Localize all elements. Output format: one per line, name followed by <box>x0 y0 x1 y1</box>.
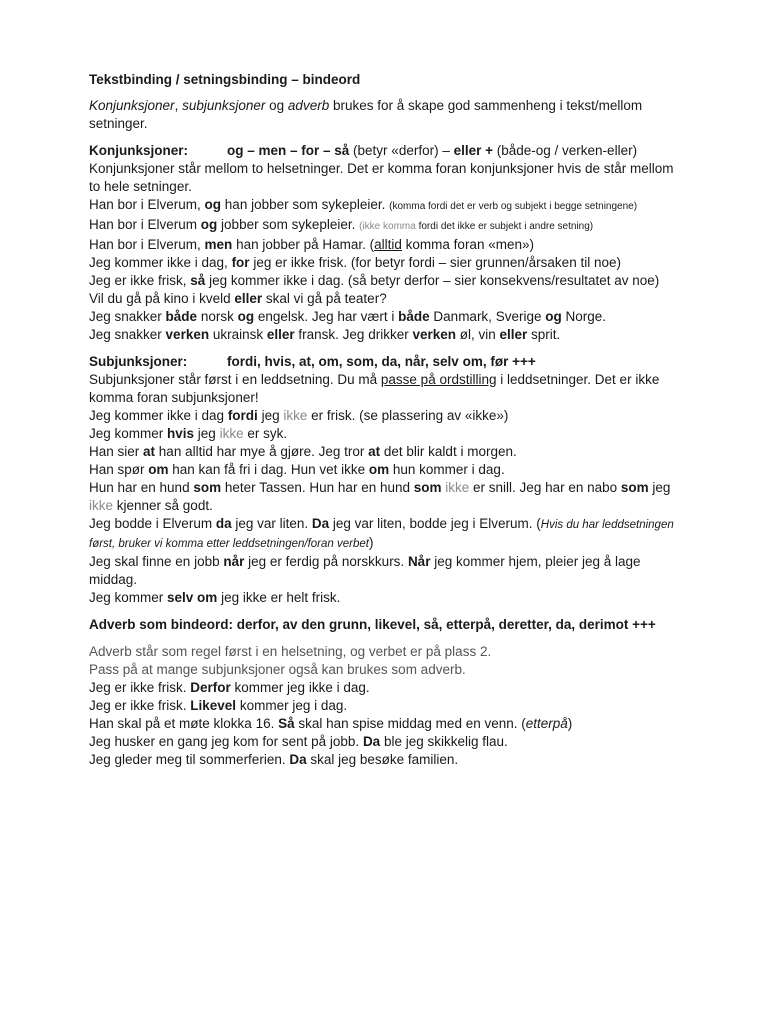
konj-ex6a: Vil du gå på kino i kveld <box>89 291 235 306</box>
konj-ex8i: sprit. <box>527 327 561 342</box>
konj-example-8 <box>89 326 679 344</box>
konj-ex2-note-faded: (ikke komma <box>359 221 416 232</box>
subj-s7d: Når <box>407 554 431 569</box>
konj-ex7a: Jeg snakker <box>89 309 166 324</box>
konj-ex7d: og <box>237 309 255 324</box>
konj-example-4 <box>89 254 679 272</box>
subj-example-4 <box>89 461 679 479</box>
konj-ex6b: eller <box>234 291 263 306</box>
adv-example-5 <box>89 751 679 769</box>
subj-s4e: hun kommer i dag. <box>389 462 505 477</box>
adv-a6c: ble jeg skikkelig flau. <box>380 734 508 749</box>
subj-desc1: Subjunksjoner står først i en leddsetning. Du må <box>89 372 381 387</box>
adv-example-1 <box>89 679 679 697</box>
adv-a6b: Da <box>362 734 381 749</box>
konj-ex8g: øl, vin <box>456 327 500 342</box>
subj-s1a: Jeg kommer ikke i dag <box>89 408 228 423</box>
subj-s3e: det blir kaldt i morgen. <box>380 444 517 459</box>
konj-ex8h: eller <box>499 327 528 342</box>
konj-ex4c: jeg er ikke frisk. (for betyr fordi – sier grunnen/årsaken til noe) <box>249 255 621 270</box>
adv-a3c: kommer jeg ikke i dag. <box>230 680 370 695</box>
subj-example-3 <box>89 443 679 461</box>
subj-s8a: Jeg kommer <box>89 590 168 605</box>
adverb-note: Pass på at mange subjunksjoner også kan brukes som adverb. <box>89 662 466 677</box>
adv-example-3 <box>89 715 679 733</box>
subjunksjoner-heading <box>89 353 679 371</box>
subj-s5k: kjenner så godt. <box>113 498 213 513</box>
subj-s6f: ) <box>368 535 374 550</box>
subj-s7c: jeg er ferdig på norskkurs. <box>244 554 408 569</box>
adv-a5d: etterpå <box>525 716 568 731</box>
subj-s8c: jeg ikke er helt frisk. <box>217 590 341 605</box>
konjunksjoner-section <box>89 142 679 344</box>
konj-example-6 <box>89 290 679 308</box>
adv-a3a: Jeg er ikke frisk. <box>89 680 191 695</box>
adverb-rule: Adverb står som regel først i en helsetning, og verbet er på plass 2. <box>89 644 492 659</box>
subjunksjoner-description <box>89 371 679 407</box>
konj-ex7c: norsk <box>197 309 238 324</box>
konj-example-3 <box>89 236 679 254</box>
konj-words-1: (betyr «derfor) – <box>349 143 454 158</box>
adv-a7c: skal jeg besøke familien. <box>306 752 459 767</box>
adv-example-2 <box>89 697 679 715</box>
intro-paragraph <box>89 97 679 133</box>
intro-rest: brukes for å skape god sammenheng i tekst/mellom setninger. <box>89 98 643 131</box>
konj-ex1-note: (komma fordi det er verb og subjekt i begge setningene) <box>389 201 638 212</box>
konj-ex6c: skal vi gå på teater? <box>262 291 387 306</box>
subj-s5g: er snill. Jeg har en nabo <box>469 480 621 495</box>
subjunksjoner-label: Subjunksjoner: <box>89 354 188 369</box>
subj-s2b: hvis <box>167 426 195 441</box>
subj-s7a: Jeg skal finne en jobb <box>89 554 224 569</box>
subj-s5c: heter Tassen. Hun har en hund <box>221 480 414 495</box>
konj-ex3c: han jobber på Hamar. ( <box>232 237 375 252</box>
konj-ex5b: så <box>190 273 206 288</box>
konj-ex7f: både <box>398 309 430 324</box>
adverb-heading: Adverb som bindeord: derfor, av den grunn, likevel, så, etterpå, deretter, da, derimot +++ <box>89 617 656 632</box>
adv-a5c: skal han spise middag med en venn. ( <box>294 716 526 731</box>
subj-s6-note: Hvis du har leddsetningen først, bruker vi komma etter leddsetningen/foran verbet <box>89 519 674 550</box>
konj-ex4a: Jeg kommer ikke i dag, <box>89 255 232 270</box>
subj-s6a: Jeg bodde i Elverum <box>89 516 216 531</box>
konjunksjoner-label: Konjunksjoner: <box>89 143 189 158</box>
subj-example-2 <box>89 425 679 443</box>
konj-ex7h: og <box>545 309 562 324</box>
subj-s4c: han kan få fri i dag. Hun vet ikke <box>168 462 369 477</box>
subj-s4d: om <box>368 462 390 477</box>
intro-adv: adverb <box>287 98 330 113</box>
subj-s5b: som <box>193 480 222 495</box>
intro-og: og <box>265 98 288 113</box>
subj-example-1 <box>89 407 679 425</box>
subj-s2d: ikke <box>219 426 244 441</box>
konjunksjoner-words <box>227 142 637 160</box>
konjunksjoner-heading <box>89 142 679 160</box>
konj-example-1 <box>89 196 679 216</box>
document-title: Tekstbinding / setningsbinding – bindeord <box>89 72 361 87</box>
konj-example-5 <box>89 272 679 290</box>
subj-s8b: selv om <box>167 590 218 605</box>
konj-ex3d: komma foran «men») <box>401 237 534 252</box>
adv-a7a: Jeg gleder meg til sommerferien. <box>89 752 290 767</box>
subj-s7b: når <box>223 554 245 569</box>
subj-desc2: i leddsetninger. Det er ikke komma foran subjunksjoner! <box>89 372 660 405</box>
konj-ex5a: Jeg er ikke frisk, <box>89 273 191 288</box>
konj-ex1a: Han bor i Elverum, <box>89 197 205 212</box>
adv-a4b: Likevel <box>190 698 237 713</box>
subj-s1c: jeg <box>257 408 284 423</box>
konj-ex8b: verken <box>165 327 210 342</box>
subj-s5h: som <box>620 480 649 495</box>
konj-example-2 <box>89 216 679 236</box>
adv-a4c: kommer jeg i dag. <box>236 698 348 713</box>
subj-s4a: Han spør <box>89 462 149 477</box>
subj-s2a: Jeg kommer <box>89 426 168 441</box>
subj-s3d: at <box>368 444 381 459</box>
adv-a5e: ) <box>567 716 573 731</box>
konj-ex3-underlined: alltid <box>374 237 402 252</box>
konj-ex2a: Han bor i Elverum <box>89 217 201 232</box>
intro-subj: subjunksjoner <box>182 98 266 113</box>
document-page <box>89 72 679 769</box>
subjunksjoner-section <box>89 353 679 607</box>
konj-ex2-note: fordi det ikke er subjekt i andre setning) <box>415 221 594 232</box>
adv-a5a: Han skal på et møte klokka 16. <box>89 716 279 731</box>
adv-a6a: Jeg husker en gang jeg kom for sent på jobb. <box>89 734 363 749</box>
subj-s1e: er frisk. (se plassering av «ikke») <box>307 408 509 423</box>
konj-ex8d: eller <box>266 327 295 342</box>
konj-ex8f: verken <box>412 327 456 342</box>
subj-s6b: da <box>215 516 232 531</box>
konj-example-7 <box>89 308 679 326</box>
subj-s7e: jeg kommer hjem, pleier jeg å lage middag. <box>89 554 641 587</box>
konj-ex7b: både <box>165 309 198 324</box>
adv-a5b: Så <box>278 716 295 731</box>
konj-ex1b: og <box>204 197 222 212</box>
konj-ex8c: ukrainsk <box>209 327 267 342</box>
subj-s3a: Han sier <box>89 444 144 459</box>
adv-example-4 <box>89 733 679 751</box>
subj-s1b: fordi <box>227 408 258 423</box>
konj-ex7i: Norge. <box>561 309 606 324</box>
konjunksjoner-description: Konjunksjoner står mellom to helsetninger. Det er komma foran konjunksjoner hvis de står mellom to hele setninger. <box>89 161 674 194</box>
subj-s3b: at <box>143 444 156 459</box>
subj-s2c: jeg <box>194 426 220 441</box>
konj-ex4b: for <box>231 255 250 270</box>
subj-s6d: Da <box>311 516 330 531</box>
konj-ex1c: han jobber som sykepleier. <box>221 197 390 212</box>
subj-s1d: ikke <box>283 408 308 423</box>
subj-s5d: som <box>413 480 442 495</box>
subj-example-8 <box>89 589 679 607</box>
subj-s5f: ikke <box>445 480 470 495</box>
adv-a4a: Jeg er ikke frisk. <box>89 698 191 713</box>
intro-comma: , <box>174 98 183 113</box>
subj-s6c: jeg var liten. <box>231 516 312 531</box>
subj-s3c: han alltid har mye å gjøre. Jeg tror <box>155 444 369 459</box>
konj-ex7g: Danmark, Sverige <box>429 309 546 324</box>
subjunksjoner-words: fordi, hvis, at, om, som, da, når, selv om, før +++ <box>227 354 536 369</box>
subj-s4b: om <box>148 462 169 477</box>
intro-konj: Konjunksjoner <box>89 98 175 113</box>
konj-ex8e: fransk. Jeg drikker <box>294 327 413 342</box>
konj-ex2b: og <box>200 217 218 232</box>
konj-ex7e: engelsk. Jeg har vært i <box>254 309 399 324</box>
subj-example-5 <box>89 479 679 515</box>
subj-s5i: jeg <box>648 480 671 495</box>
konj-words-2: (både-og / verken-eller) <box>493 143 638 158</box>
adv-a3b: Derfor <box>190 680 231 695</box>
konj-words-bold-2: eller + <box>453 143 493 158</box>
konj-ex2c: jobber som sykepleier. <box>217 217 360 232</box>
subj-example-6 <box>89 515 679 553</box>
subj-s5j: ikke <box>89 498 114 513</box>
konj-ex3a: Han bor i Elverum, <box>89 237 205 252</box>
konj-ex5c: jeg kommer ikke i dag. (så betyr derfor – sier konsekvens/resultatet av noe) <box>205 273 660 288</box>
subj-example-7 <box>89 553 679 589</box>
subj-desc-underlined: passe på ordstilling <box>380 372 497 387</box>
konj-ex3b: men <box>204 237 233 252</box>
subj-s5a: Hun har en hund <box>89 480 194 495</box>
subj-s6e: jeg var liten, bodde jeg i Elverum. ( <box>329 516 541 531</box>
konj-ex8a: Jeg snakker <box>89 327 166 342</box>
subj-s2e: er syk. <box>243 426 288 441</box>
adv-a7b: Da <box>289 752 307 767</box>
konj-words-bold-1: og – men – for – så <box>227 143 350 158</box>
adverb-section <box>89 616 679 769</box>
